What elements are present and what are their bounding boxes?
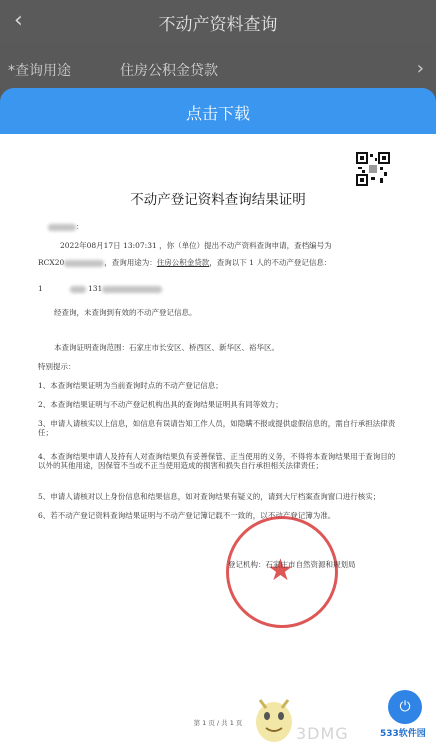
- paragraph-line-2: [38, 258, 331, 267]
- issuer-text: 登记机构：石家庄市自然资源和规划局: [228, 560, 356, 569]
- query-purpose-row[interactable]: [0, 48, 436, 88]
- person-id-prefix: 131: [87, 284, 103, 293]
- purpose-prefix: ，查询用途为：: [104, 258, 157, 267]
- redacted-archive-no: [64, 260, 104, 267]
- redacted-person-id: [102, 286, 162, 293]
- salutation-suffix: ：: [76, 222, 84, 231]
- app-header: [0, 0, 436, 42]
- hint-item: 1、本查询结果证明为当前查询时点的不动产登记信息；: [38, 381, 223, 390]
- redacted-person-name: [70, 286, 86, 293]
- archive-no-prefix: RCX20: [38, 258, 65, 267]
- site-watermark: 533软件园: [380, 729, 426, 739]
- person-line: [38, 284, 162, 293]
- back-arrow-icon[interactable]: ‹: [14, 8, 23, 33]
- official-seal: [226, 516, 338, 628]
- person-index: 1: [38, 284, 43, 293]
- salutation: [48, 222, 84, 231]
- result-text: 经查询，未查询到有效的不动产登记信息。: [54, 308, 197, 317]
- hint-item: 3、申请人请核实以上信息，如信息有误请告知工作人员，如隐瞒不报或提供虚假信息的，需自行承担法律责任；: [38, 419, 396, 437]
- page-number: 第 1 页 / 共 1 页: [193, 719, 243, 727]
- purpose-underlined: 住房公积金贷款: [156, 258, 210, 267]
- redacted-name: [48, 224, 76, 231]
- page-title: 不动产资料查询: [158, 15, 278, 35]
- hint-item: 6、若不动产登记资料查询结果证明与不动产登记簿记载不一致的，以不动产登记簿为准。: [38, 511, 336, 520]
- document-viewer[interactable]: [0, 134, 436, 749]
- download-fab-icon[interactable]: ⏻: [388, 690, 422, 724]
- paragraph-line-1: 2022年08月17日 13:07:31 ，你（单位）提出不动产资料查询申请，查档编号为: [60, 241, 332, 250]
- query-count-text: ，查询以下 1 人的不动产登记信息：: [209, 258, 332, 267]
- hint-item: 5、申请人请核对以上身份信息和结果信息，如对查询结果有疑义的，请到大厅档案查询窗口进行核实；: [38, 492, 381, 501]
- download-button-label: 点击下载: [185, 104, 250, 123]
- scope-text: 本查询证明查询范围：石家庄市长安区、桥西区、新华区、裕华区。: [54, 343, 279, 352]
- certificate-title: 不动产登记资料查询结果证明: [130, 192, 306, 208]
- qr-code-icon: [356, 152, 390, 186]
- query-purpose-label: *查询用途: [8, 63, 71, 79]
- hint-title: 特别提示：: [38, 362, 76, 371]
- download-button[interactable]: [0, 88, 436, 134]
- seal-star-icon: ★: [267, 553, 294, 588]
- hint-item: 2、本查询结果证明与不动产登记机构出具的查询结果证明具有同等效力；: [38, 400, 283, 409]
- query-purpose-value: 住房公积金贷款: [120, 63, 218, 79]
- brand-watermark: 3DMG: [296, 724, 349, 743]
- hint-item: 4、本查询结果申请人及持有人对查询结果负有妥善保管、正当使用的义务，不得将本查询结果用于查询目的以外的其他用途，因保管不当或不正当使用造成的损害和损失自行承担相关法律责任；: [38, 452, 396, 470]
- chevron-right-icon: ›: [416, 58, 424, 79]
